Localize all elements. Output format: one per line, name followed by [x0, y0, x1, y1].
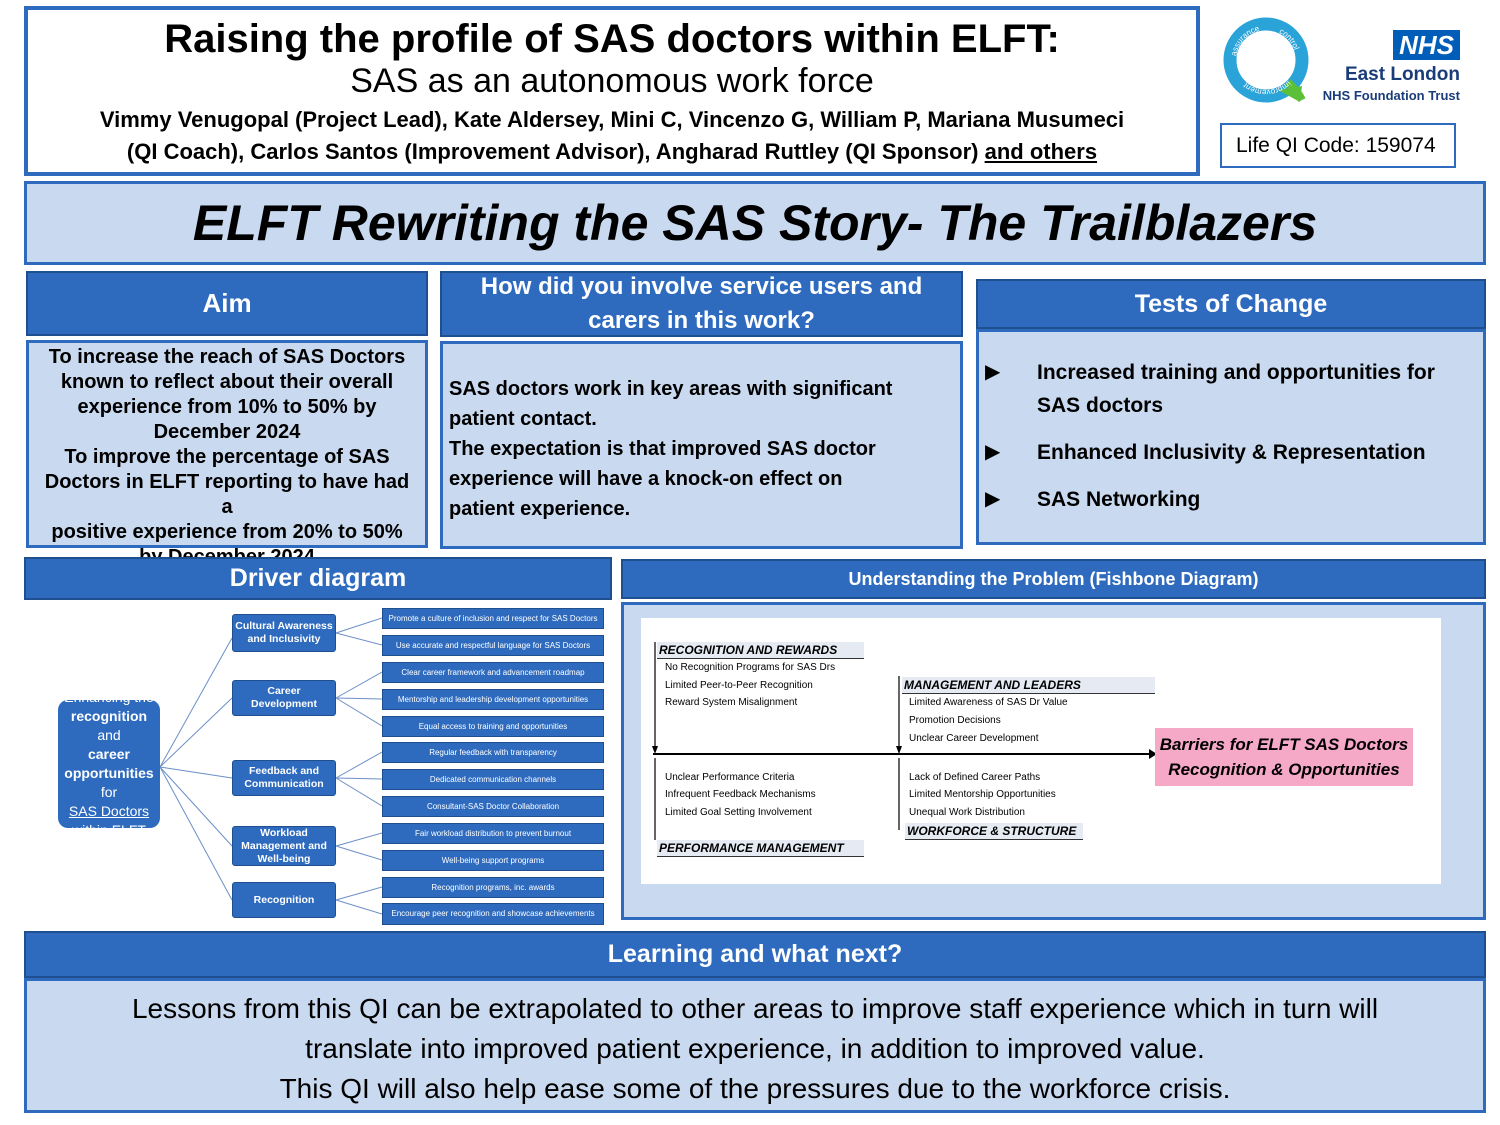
tests-of-change-item — [979, 436, 1483, 469]
involvement-line: SAS doctors work in key areas with significant — [449, 378, 893, 400]
logo-area — [1218, 12, 1484, 112]
fishbone-diagram — [641, 618, 1441, 884]
aim-line: To improve the percentage of SAS — [64, 446, 390, 468]
tests-of-change-body — [976, 329, 1486, 545]
change-idea: Use accurate and respectful language for SAS Doctors — [382, 635, 604, 656]
fishbone-cause: Limited Awareness of SAS Dr Value — [909, 697, 1068, 708]
change-idea: Clear career framework and advancement roadmap — [382, 662, 604, 683]
trust-subtitle: NHS Foundation Trust — [1322, 88, 1460, 103]
primary-text: for — [100, 784, 118, 800]
tests-of-change-item — [979, 356, 1483, 422]
involvement-body — [440, 341, 963, 549]
fishbone-cause: Unclear Career Development — [909, 733, 1039, 744]
primary-text-bold: career — [87, 746, 131, 762]
banner-title: ELFT Rewriting the SAS Story- The Trailblazers — [24, 181, 1486, 265]
aim-body — [26, 340, 428, 548]
fishbone-cause: Lack of Defined Career Paths — [909, 772, 1041, 783]
tests-of-change-text: Enhanced Inclusivity & Representation — [1037, 441, 1426, 464]
fishbone-effect — [1155, 728, 1413, 786]
driver-diagram-heading: Driver diagram — [24, 557, 612, 600]
fishbone-effect-line: Recognition & Opportunities — [1168, 760, 1400, 779]
learning-body — [24, 978, 1486, 1113]
life-qi-code: Life QI Code: 159074 — [1220, 123, 1456, 168]
change-idea: Fair workload distribution to prevent burnout — [382, 823, 604, 844]
change-idea: Encourage peer recognition and showcase achievements — [382, 903, 604, 925]
qi-ring-logo-icon — [1218, 12, 1314, 108]
triangle-bullet-icon: ▶ — [985, 441, 1001, 463]
aim-line: To increase the reach of SAS Doctors — [48, 346, 406, 368]
involvement-line: patient experience. — [449, 498, 631, 520]
poster-title-box — [24, 6, 1200, 176]
learning-heading: Learning and what next? — [24, 931, 1486, 978]
tests-of-change-heading: Tests of Change — [976, 279, 1486, 329]
driver-diagram — [24, 604, 612, 928]
fishbone-category: WORKFORCE & STRUCTURE — [905, 823, 1083, 840]
aim-line: known to reflect about their overall — [60, 371, 394, 393]
authors — [28, 104, 1196, 168]
tests-of-change-item — [979, 483, 1483, 516]
secondary-driver: Cultural Awareness and Inclusivity — [232, 614, 336, 652]
fishbone-cause: Reward System Misalignment — [665, 697, 798, 708]
nhs-logo: NHS — [1393, 30, 1460, 60]
fishbone-cause: Unclear Performance Criteria — [665, 772, 795, 783]
ring-word-3: improvement — [1241, 79, 1293, 98]
change-idea: Mentorship and leadership development opportunities — [382, 689, 604, 710]
primary-text: within ELFT — [72, 822, 146, 838]
aim-line: positive experience from 20% to 50% — [51, 521, 403, 543]
poster-title: Raising the profile of SAS doctors within ELFT: — [164, 17, 1060, 61]
primary-text-underlined: SAS Doctors — [68, 803, 150, 819]
fishbone-effect-line: Barriers for ELFT SAS Doctors — [1159, 735, 1409, 754]
ring-word-1: assurance — [1229, 23, 1261, 57]
fishbone-cause: Infrequent Feedback Mechanisms — [665, 789, 816, 800]
triangle-bullet-icon: ▶ — [985, 361, 1001, 383]
aim-line: Doctors in ELFT reporting to have had a — [44, 471, 410, 518]
trust-name: East London — [1344, 64, 1460, 85]
poster-subtitle: SAS as an autonomous work force — [350, 62, 874, 100]
authors-others: and others — [984, 139, 1098, 164]
triangle-bullet-icon: ▶ — [985, 488, 1001, 510]
authors-line-2 — [28, 136, 1196, 168]
learning-line: Lessons from this QI can be extrapolated to other areas to improve staff experience which in turn will — [131, 993, 1379, 1024]
primary-text: and — [97, 727, 121, 743]
primary-driver — [58, 689, 160, 838]
primary-text-bold: recognition — [70, 708, 148, 724]
change-idea: Promote a culture of inclusion and respect for SAS Doctors — [382, 608, 604, 629]
primary-text-bold: opportunities — [64, 765, 154, 781]
fishbone-cause: No Recognition Programs for SAS Drs — [665, 662, 836, 673]
change-idea: Consultant-SAS Doctor Collaboration — [382, 796, 604, 817]
secondary-driver: Workload Management and Well-being — [232, 826, 336, 866]
change-idea: Equal access to training and opportunities — [382, 716, 604, 737]
fishbone-category: RECOGNITION AND REWARDS — [657, 642, 864, 659]
learning-line: translate into improved patient experience, in addition to improved value. — [305, 1033, 1205, 1064]
authors-line-1: Vimmy Venugopal (Project Lead), Kate Aldersey, Mini C, Vincenzo G, William P, Mariana Musumeci — [99, 107, 1125, 132]
involvement-heading: How did you involve service users and carers in this work? — [440, 271, 963, 337]
fishbone-cause: Unequal Work Distribution — [909, 807, 1025, 818]
change-idea: Dedicated communication channels — [382, 769, 604, 790]
involvement-line: patient contact. — [449, 408, 597, 430]
fishbone-panel — [621, 602, 1486, 920]
ring-word-2: control — [1277, 26, 1301, 52]
secondary-driver: Recognition — [232, 882, 336, 918]
primary-text: Enhancing the — [64, 689, 154, 705]
learning-line: This QI will also help ease some of the pressures due to the workforce crisis. — [279, 1073, 1231, 1104]
involvement-line: experience will have a knock-on effect on — [449, 468, 843, 490]
fishbone-cause: Limited Mentorship Opportunities — [909, 789, 1056, 800]
secondary-driver: Career Development — [232, 680, 336, 716]
fishbone-heading: Understanding the Problem (Fishbone Diagram) — [621, 559, 1486, 599]
secondary-driver: Feedback and Communication — [232, 760, 336, 796]
change-idea: Recognition programs, inc. awards — [382, 877, 604, 898]
fishbone-cause: Limited Goal Setting Involvement — [665, 807, 812, 818]
aim-heading: Aim — [26, 271, 428, 336]
involvement-line: The expectation is that improved SAS doctor — [449, 438, 876, 460]
tests-of-change-text: SAS Networking — [1037, 488, 1201, 511]
fishbone-cause: Promotion Decisions — [909, 715, 1001, 726]
authors-line-2-text: (QI Coach), Carlos Santos (Improvement Advisor), Angharad Ruttley (QI Sponsor) — [126, 139, 979, 164]
change-idea: Well-being support programs — [382, 850, 604, 871]
aim-line: December 2024 — [153, 421, 301, 443]
change-idea: Regular feedback with transparency — [382, 742, 604, 763]
tests-of-change-text: Increased training and opportunities for SAS doctors — [1037, 361, 1435, 417]
fishbone-cause: Limited Peer-to-Peer Recognition — [665, 680, 813, 691]
fishbone-category: PERFORMANCE MANAGEMENT — [657, 840, 864, 857]
aim-line: experience from 10% to 50% by — [77, 396, 377, 418]
fishbone-category: MANAGEMENT AND LEADERS — [902, 677, 1155, 694]
